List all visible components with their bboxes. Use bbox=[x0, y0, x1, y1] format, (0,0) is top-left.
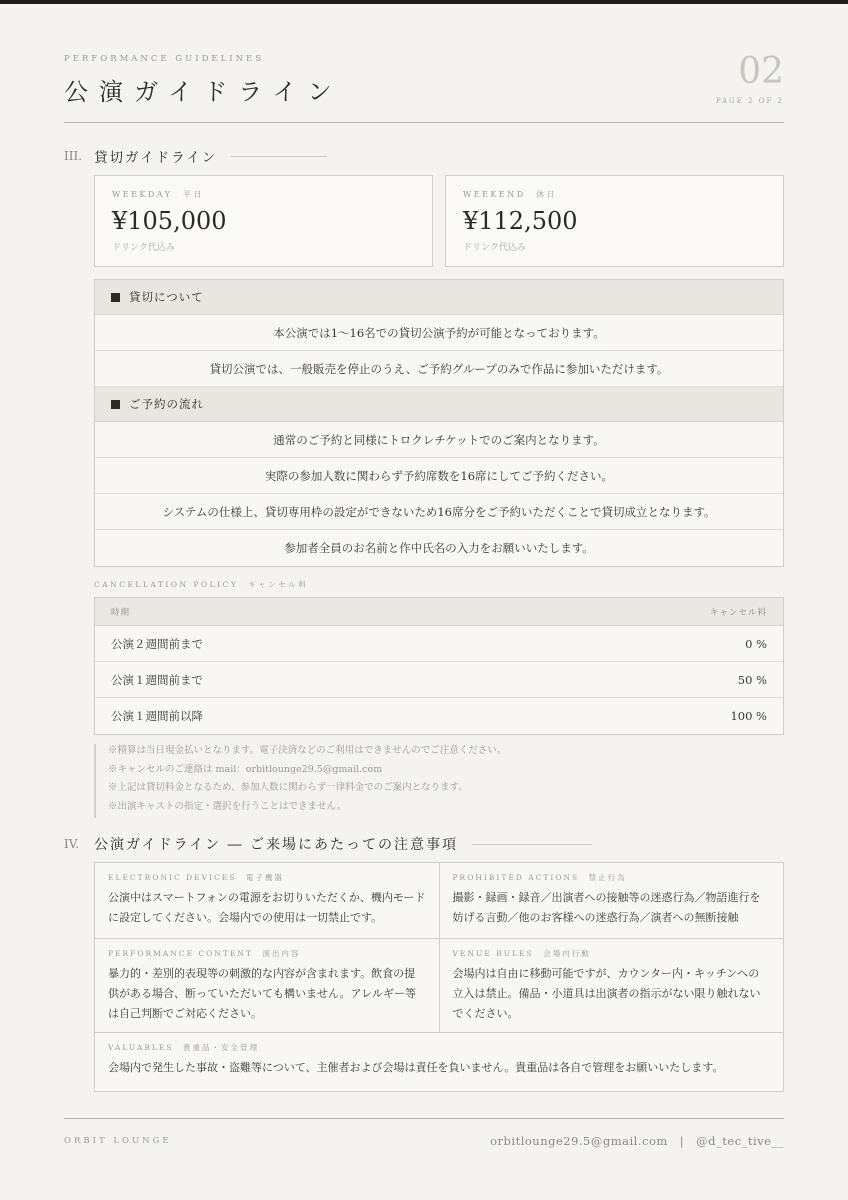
price-value: ¥105,000 bbox=[112, 207, 227, 235]
cancel-fee: 100 % bbox=[730, 709, 767, 723]
price-note: ドリンク代込み bbox=[112, 243, 175, 253]
price-card-weekend bbox=[445, 175, 784, 267]
flow-heading: ご予約の流れ bbox=[129, 397, 204, 411]
cancel-time: 公演１週間前以降 bbox=[111, 709, 203, 723]
info-row: 参加者全員のお名前と作中氏名の入力をお願いいたします。 bbox=[284, 541, 594, 555]
guideline-label: VALUABLES 貴重品・安全管理 bbox=[108, 1043, 260, 1052]
guideline-label: VENUE RULES 会場内行動 bbox=[452, 949, 591, 958]
guideline-electronic bbox=[95, 863, 439, 938]
section-title: 公演ガイドライン ― ご来場にあたっての注意事項 bbox=[94, 837, 459, 853]
info-row: 貸切公演では、一般販売を停止のうえ、ご予約グループのみで作品に参加いただけます。 bbox=[95, 351, 783, 387]
section-heading-guidelines bbox=[64, 834, 784, 854]
info-row: 本公演では1〜16名での貸切公演予約が可能となっております。 bbox=[95, 315, 783, 351]
guidelines-grid bbox=[94, 862, 784, 1092]
table-row bbox=[95, 698, 783, 734]
page-title: 公演ガイドライン bbox=[64, 78, 343, 106]
cancel-fee: 0 % bbox=[745, 636, 767, 651]
square-bullet-icon bbox=[111, 400, 120, 409]
guideline-text: 撮影・録画・録音／出演者への接触等の迷惑行為／物語進行を妨げる言動／他のお客様への迷惑行為／演者への無断接触 bbox=[452, 891, 761, 924]
column-time: 時期 bbox=[111, 607, 131, 618]
cancellation-label: CANCELLATION POLICY キャンセル料 bbox=[94, 580, 309, 589]
guidelines-row bbox=[95, 1033, 783, 1091]
guideline-text: 暴力的・差別的表現等の刺激的な内容が含まれます。飲食の提供がある場合、断っていただいても構いません。アレルギー等は自己判断でご対応ください。 bbox=[108, 967, 416, 1020]
header-divider bbox=[64, 122, 784, 123]
cancel-time: 公演１週間前まで bbox=[111, 672, 203, 687]
price-card-weekday bbox=[94, 175, 433, 267]
footer-contact: orbitlounge29.5@gmail.com | @d_tec_tive__ bbox=[490, 1134, 784, 1148]
guideline-content bbox=[95, 939, 439, 1032]
flow-header bbox=[95, 387, 783, 422]
note-item: ※キャンセルのご連絡は mail：orbitlounge29.5@gmail.com bbox=[108, 763, 383, 775]
cancellation-table bbox=[94, 597, 784, 735]
price-label: WEEKDAY 平日 bbox=[112, 190, 205, 199]
footer-divider bbox=[64, 1118, 784, 1119]
section-title: 貸切ガイドライン bbox=[94, 150, 218, 166]
section-heading-rental bbox=[64, 146, 784, 166]
about-heading: 貸切について bbox=[129, 290, 204, 304]
guideline-text: 会場内は自由に移動可能ですが、カウンター内・キッチンへの立入は禁止。備品・小道具は出演者の指示がない限り触れないでください。 bbox=[452, 967, 761, 1020]
info-row: 通常のご予約と同様にトロクレチケットでのご案内となります。 bbox=[95, 422, 783, 458]
page-number: 02 bbox=[738, 51, 784, 92]
note-item: ※上記は貸切料金となるため、参加人数に関わらず一律料金でのご案内となります。 bbox=[108, 782, 468, 793]
section-number: IV. bbox=[64, 837, 80, 851]
note-item: ※精算は当日現金払いとなります。電子決済などのご利用はできませんのでご注意ください。 bbox=[108, 745, 507, 756]
table-row bbox=[95, 662, 783, 698]
page-indicator: PAGE 2 OF 2 bbox=[715, 97, 784, 105]
price-label: WEEKEND 休日 bbox=[463, 190, 558, 199]
price-value: ¥112,500 bbox=[463, 207, 578, 235]
header-eyebrow: PERFORMANCE GUIDELINES bbox=[64, 54, 265, 64]
square-bullet-icon bbox=[111, 293, 120, 302]
guideline-label: ELECTRONIC DEVICES 電子機器 bbox=[108, 873, 284, 882]
cancel-fee: 50 % bbox=[737, 672, 767, 687]
note-item: ※出演キャストの指定・選択を行うことはできません。 bbox=[108, 800, 347, 812]
guidelines-row bbox=[95, 939, 783, 1033]
rental-info-table bbox=[94, 279, 784, 567]
guidelines-row bbox=[95, 863, 783, 939]
table-row bbox=[95, 626, 783, 662]
section-number: III. bbox=[64, 149, 83, 163]
price-note: ドリンク代込み bbox=[463, 243, 526, 253]
guideline-label: PROHIBITED ACTIONS 禁止行為 bbox=[452, 873, 627, 882]
notes-list bbox=[94, 744, 506, 818]
section-divider bbox=[472, 844, 592, 845]
guideline-valuables bbox=[95, 1033, 783, 1091]
section-divider bbox=[231, 156, 327, 157]
guideline-text: 会場内で発生した事故・盗難等について、主催者および会場は責任を負いません。貴重品は各自で管理をお願いいたします。 bbox=[108, 1061, 724, 1074]
guideline-text: 公演中はスマートフォンの電源をお切りいただくか、機内モードに設定してください。会場内での使用は一切禁止です。 bbox=[108, 891, 426, 924]
info-row: システムの仕様上、貸切専用枠の設定ができないため16席分をご予約いただくことで貸切成立となります。 bbox=[95, 494, 783, 530]
footer-brand: ORBIT LOUNGE bbox=[64, 1136, 172, 1146]
column-fee: キャンセル料 bbox=[709, 607, 767, 618]
info-row: 実際の参加人数に関わらず予約席数を16席にしてご予約ください。 bbox=[95, 458, 783, 494]
guideline-prohibited bbox=[439, 863, 784, 938]
about-header bbox=[95, 280, 783, 315]
guideline-label: PERFORMANCE CONTENT 演出内容 bbox=[108, 949, 301, 958]
cancel-time: 公演２週間前まで bbox=[111, 636, 203, 651]
top-bar bbox=[0, 0, 848, 4]
cancellation-header bbox=[95, 598, 783, 626]
guideline-venue bbox=[439, 939, 784, 1032]
